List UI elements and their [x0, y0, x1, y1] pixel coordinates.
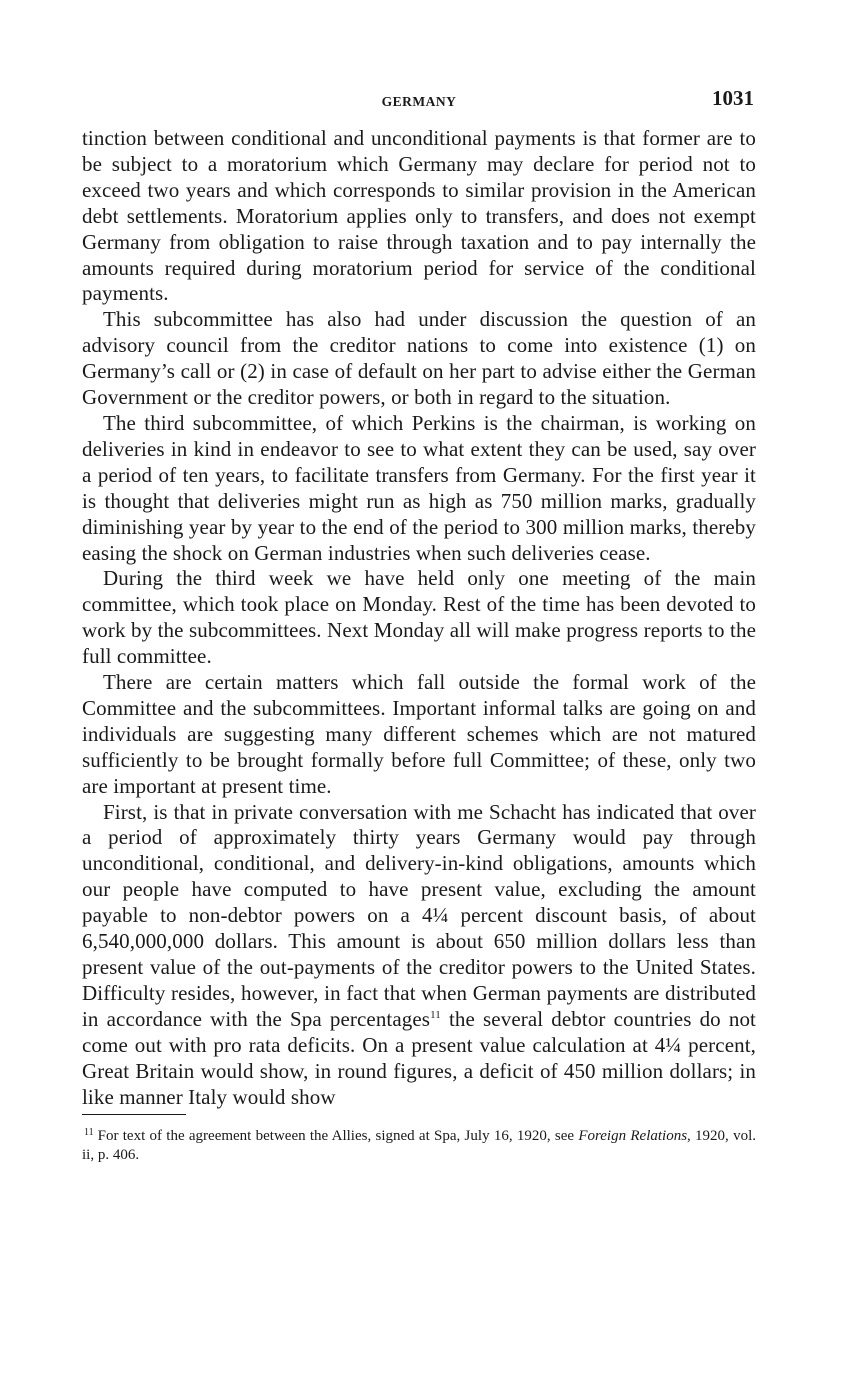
paragraph-third-week: During the third week we have held only one meeting of the main committee, which took place on Monday. Rest of the time has been devoted to work by the subcommittees. Next Monday all will make progress reports to the full committee. [82, 566, 756, 669]
paragraph-informal-talks: There are certain matters which fall outside the formal work of the Committee and the subcommittees. Important informal talks are going on and individuals are suggesting many different schemes which are not matured sufficiently to be brought formally before full Committee; of these, only two are important at present time. [82, 670, 756, 798]
paragraph-schacht-text-cont: the several debtor countries do not come out with pro rata deficits. On a present value calculation at 4¼ percent, Great Britain would show, in round figures, a deficit of 450 million dollars; in like manner Italy would show [82, 1006, 756, 1109]
page-number: 1031 [712, 86, 754, 110]
paragraph-advisory-council: This subcommittee has also had under discussion the question of an advisory council from the creditor nations to come into existence (1) on Germany’s call or (2) in case of default on her part to advise either the German Government or the creditor powers, or both in regard to the situation. [82, 307, 756, 410]
running-head [82, 86, 756, 126]
footnote-text-end: , 1920, vol. ii, p. 406. [82, 1128, 756, 1164]
paragraph-schacht-text: First, is that in private conversation with me Schacht has indicated that over a period of approximately thirty years Germany would pay through unconditional, conditional, and delivery-in-kind obligations, amounts which our people have computed to have present value, excluding the amount payable to non-debtor powers on a 4¼ percent discount basis, of about 6,540,000,000 dollars. This amount is about 650 million dollars less than present value of the out-payments of the creditor powers to the United States. Difficulty resides, however, in fact that when German payments are distributed in accordance with the Spa percentages [82, 799, 756, 1031]
footnote-italic-title: Foreign Relations [578, 1128, 688, 1145]
footnote-mark: 11 [84, 1127, 94, 1139]
footnote [82, 1127, 756, 1165]
paragraph-third-subcommittee: The third subcommittee, of which Perkins is the chairman, is working on deliveries in kind in endeavor to see to what extent they can be used, say over a period of ten years, to facilitate transfers from Germany. For the first year it is thought that deliveries might run as high as 750 million marks, gradually diminishing year by year to the end of the period to 300 million marks, thereby easing the shock on German industries when such deliveries cease. [82, 410, 756, 565]
running-title: GERMANY [381, 94, 457, 109]
paragraph-continuation: tinction between conditional and unconditional payments is that former are to be subject to a moratorium which Germany may declare for period not to exceed two years and which corresponds to similar provision in the American debt settlements. Moratorium applies only to transfers, and does not exempt Germany from obligation to raise through taxation and to pay internally the amounts required during moratorium period for service of the conditional payments. [82, 126, 756, 306]
footnote-text: For text of the agreement between the Allies, signed at Spa, July 16, 1920, see [97, 1128, 579, 1145]
body-text [82, 126, 756, 1110]
footnote-rule [82, 1114, 186, 1115]
paragraph-schacht [82, 800, 756, 1111]
footnote-reference: 11 [430, 1008, 441, 1021]
document-page [82, 86, 756, 1165]
